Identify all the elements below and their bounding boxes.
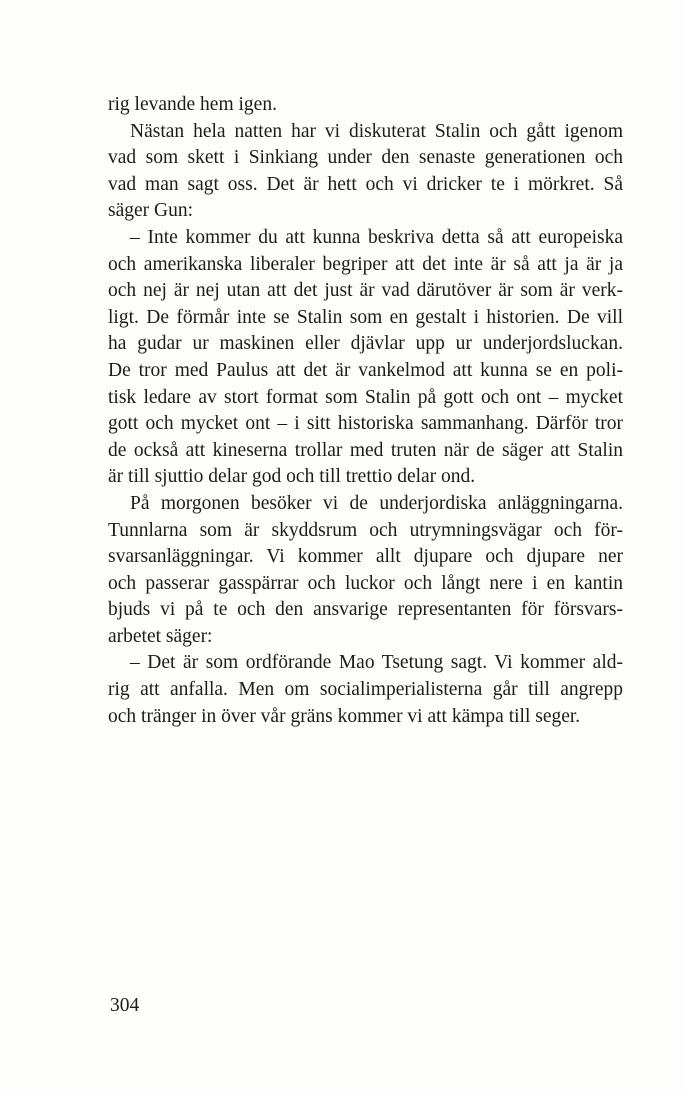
text-line: De tror med Paulus att det är vankelmod att kunna se en poli- [108, 359, 623, 381]
text-line: – Det är som ordförande Mao Tsetung sagt. Vi kommer ald- [130, 652, 623, 674]
text-line: På morgonen besöker vi de underjordiska anläggningarna. [130, 492, 623, 514]
text-line: bjuds vi på te och den ansvarige representanten för försvars- [108, 599, 623, 621]
text-line: arbetet säger: [108, 625, 213, 647]
text-line: Nästan hela natten har vi diskuterat Stalin och gått igenom [130, 120, 623, 142]
text-line: de också att kineserna trollar med truten när de säger att Stalin [108, 439, 623, 461]
text-line: rig att anfalla. Men om socialimperialisterna går till angrepp [108, 679, 623, 701]
text-line: vad man sagt oss. Det är hett och vi dricker te i mörkret. Så [108, 173, 623, 195]
text-line: tisk ledare av stort format som Stalin på gott och ont – mycket [108, 386, 623, 408]
text-line: och tränger in över vår gräns kommer vi att kämpa till seger. [108, 705, 581, 727]
text-line: Tunnlarna som är skyddsrum och utrymningsvägar och för- [108, 519, 623, 541]
text-line: är till sjuttio delar god och till trettio delar ond. [108, 466, 476, 488]
text-line: svarsanläggningar. Vi kommer allt djupare och djupare ner [108, 546, 623, 568]
text-line: rig levande hem igen. [108, 94, 277, 115]
text-line: vad som skett i Sinkiang under den senaste generationen och [108, 147, 623, 169]
text-line: säger Gun: [108, 200, 194, 222]
text-line: och nej är nej utan att det just är vad därutöver är som är verk- [108, 280, 623, 302]
text-line: ligt. De förmår inte se Stalin som en gestalt i historien. De vill [108, 306, 623, 328]
text-line: – Inte kommer du att kunna beskriva detta så att europeiska [130, 226, 623, 248]
text-line: och passerar gasspärrar och luckor och långt nere i en kantin [108, 572, 623, 594]
text-line: gott och mycket ont – i sitt historiska sammanhang. Därför tror [108, 413, 623, 435]
text-line: och amerikanska liberaler begriper att det inte är så att ja är ja [108, 253, 623, 275]
text-line: ha gudar ur maskinen eller djävlar upp ur underjordsluckan. [108, 333, 623, 355]
page-number: 304 [110, 995, 140, 1016]
body-text [108, 92, 623, 730]
